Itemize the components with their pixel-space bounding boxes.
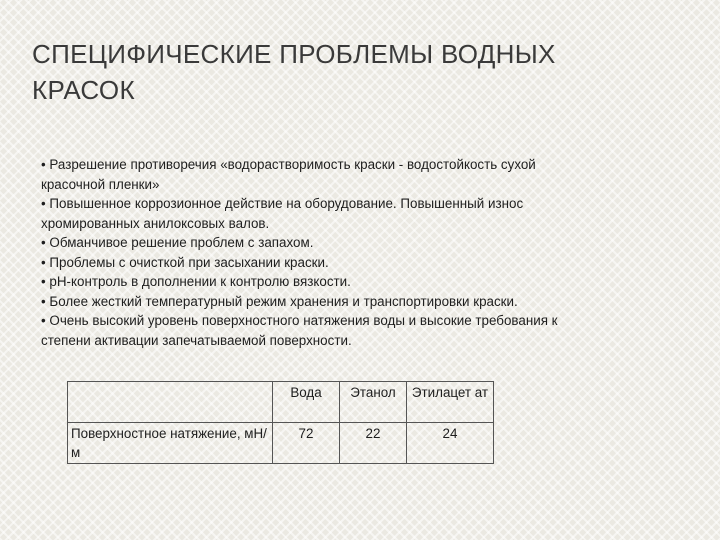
table-row-label: Поверхностное натяжение, мН/м bbox=[68, 423, 273, 464]
table-cell: 22 bbox=[340, 423, 407, 464]
bullet-line: степени активации запечатываемой поверхности. bbox=[41, 332, 352, 348]
slide-title-line: СПЕЦИФИЧЕСКИЕ ПРОБЛЕМЫ ВОДНЫХ bbox=[32, 39, 556, 69]
bullet-list bbox=[41, 155, 681, 350]
bullet-line: • Более жесткий температурный режим хранения и транспортировки краски. bbox=[41, 293, 518, 309]
bullet-line: • Разрешение противоречия «водорастворимость краски - водостойкость сухой bbox=[41, 157, 536, 172]
bullet-line: красочной пленки» bbox=[41, 176, 160, 192]
table-header-cell bbox=[68, 382, 273, 423]
table-header-cell: Вода bbox=[273, 382, 340, 423]
bullet-line: • рН-контроль в дополнении к контролю вязкости. bbox=[41, 274, 351, 289]
bullet-line: • Обманчивое решение проблем с запахом. bbox=[41, 235, 314, 250]
table-header-cell: Этанол bbox=[340, 382, 407, 423]
table-header-cell: Этилацет ат bbox=[407, 382, 494, 423]
table-row bbox=[68, 423, 494, 464]
bullet-line: • Очень высокий уровень поверхностного натяжения воды и высокие требования к bbox=[41, 313, 558, 328]
bullet-line: хромированных анилоксовых валов. bbox=[41, 215, 270, 231]
bullet-line: • Проблемы с очисткой при засыхании краски. bbox=[41, 254, 329, 270]
slide-title-line: КРАСОК bbox=[32, 75, 135, 105]
bullet-line: • Повышенное коррозионное действие на оборудование. Повышенный износ bbox=[41, 196, 524, 211]
table-cell: 72 bbox=[273, 423, 340, 464]
table-cell: 24 bbox=[407, 423, 494, 464]
surface-tension-table bbox=[67, 381, 494, 464]
table-header-row bbox=[68, 382, 494, 423]
slide-title bbox=[32, 36, 672, 108]
